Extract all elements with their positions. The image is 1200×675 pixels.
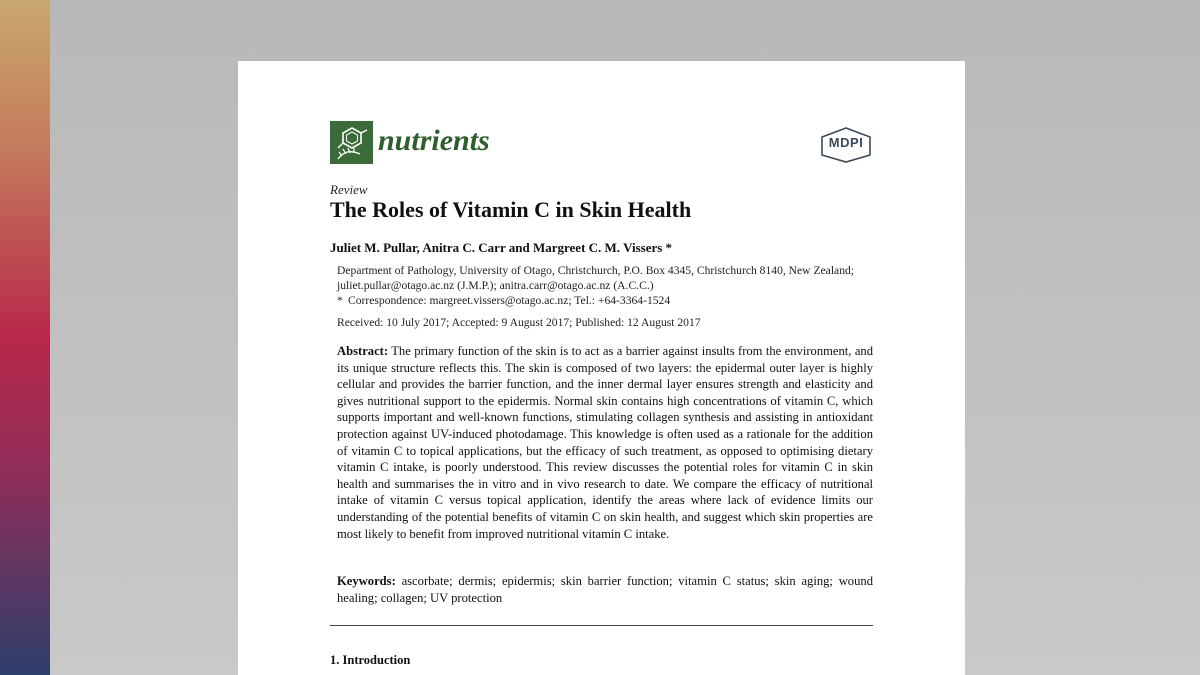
decorative-side-strip <box>0 0 50 675</box>
article-title: The Roles of Vitamin C in Skin Health <box>330 197 692 222</box>
paper-page <box>238 61 965 675</box>
nutrients-logo-icon <box>330 121 373 164</box>
abstract-label: Abstract: <box>337 344 389 358</box>
author-emails: juliet.pullar@otago.ac.nz (J.M.P.); anitra.carr@otago.ac.nz (A.C.C.) <box>337 279 654 292</box>
abstract-text: The primary function of the skin is to act as a barrier against insults from the environment, and its unique structure reflects this. The skin is composed of two layers: the epidermal outer layer is highly cellular and provides the barrier function, and the inner dermal layer ensures strength and elasticity and gives nutritional support to the epidermis. Normal skin contains high concentrations of vitamin C, which supports important and well-known functions, stimulating collagen synthesis and assisting in antioxidant protection against UV-induced photodamage. This knowledge is often used as a rationale for the addition of vitamin C to topical applications, but the efficacy of such treatment, as opposed to optimising dietary vitamin C intake, is poorly understood. This review discusses the potential roles for vitamin C in skin health and summarises the in vitro and in vivo research to date. We compare the efficacy of nutritional intake of vitamin C versus topical application, identify the areas where lack of evidence limits our understanding of the potential benefits of vitamin C on skin health, and suggest which skin properties are most likely to benefit from improved nutritional vitamin C intake. <box>337 344 874 541</box>
journal-name: nutrients <box>378 124 490 157</box>
affiliation-block <box>337 263 877 308</box>
author-list: Juliet M. Pullar, Anitra C. Carr and Margreet C. M. Vissers * <box>330 240 673 255</box>
abstract <box>337 343 873 542</box>
article-type: Review <box>330 182 368 197</box>
section-divider <box>330 625 873 626</box>
publication-dates: Received: 10 July 2017; Accepted: 9 August 2017; Published: 12 August 2017 <box>337 316 701 329</box>
publisher-name: MDPI <box>828 135 864 150</box>
correspondence-line <box>337 293 877 308</box>
correspondence-text: Correspondence: margreet.vissers@otago.ac.nz; Tel.: +64-3364-1524 <box>348 294 671 307</box>
keywords-label: Keywords: <box>337 574 396 588</box>
affiliation-line: Department of Pathology, University of Otago, Christchurch, P.O. Box 4345, Christchurch 8140, New Zealand; <box>337 264 855 277</box>
keywords-text: ascorbate; dermis; epidermis; skin barrier function; vitamin C status; skin aging; wound healing; collagen; UV protection <box>337 574 873 605</box>
section-heading: 1. Introduction <box>330 653 411 667</box>
keywords <box>337 573 873 606</box>
correspondence-marker: * <box>337 294 343 307</box>
